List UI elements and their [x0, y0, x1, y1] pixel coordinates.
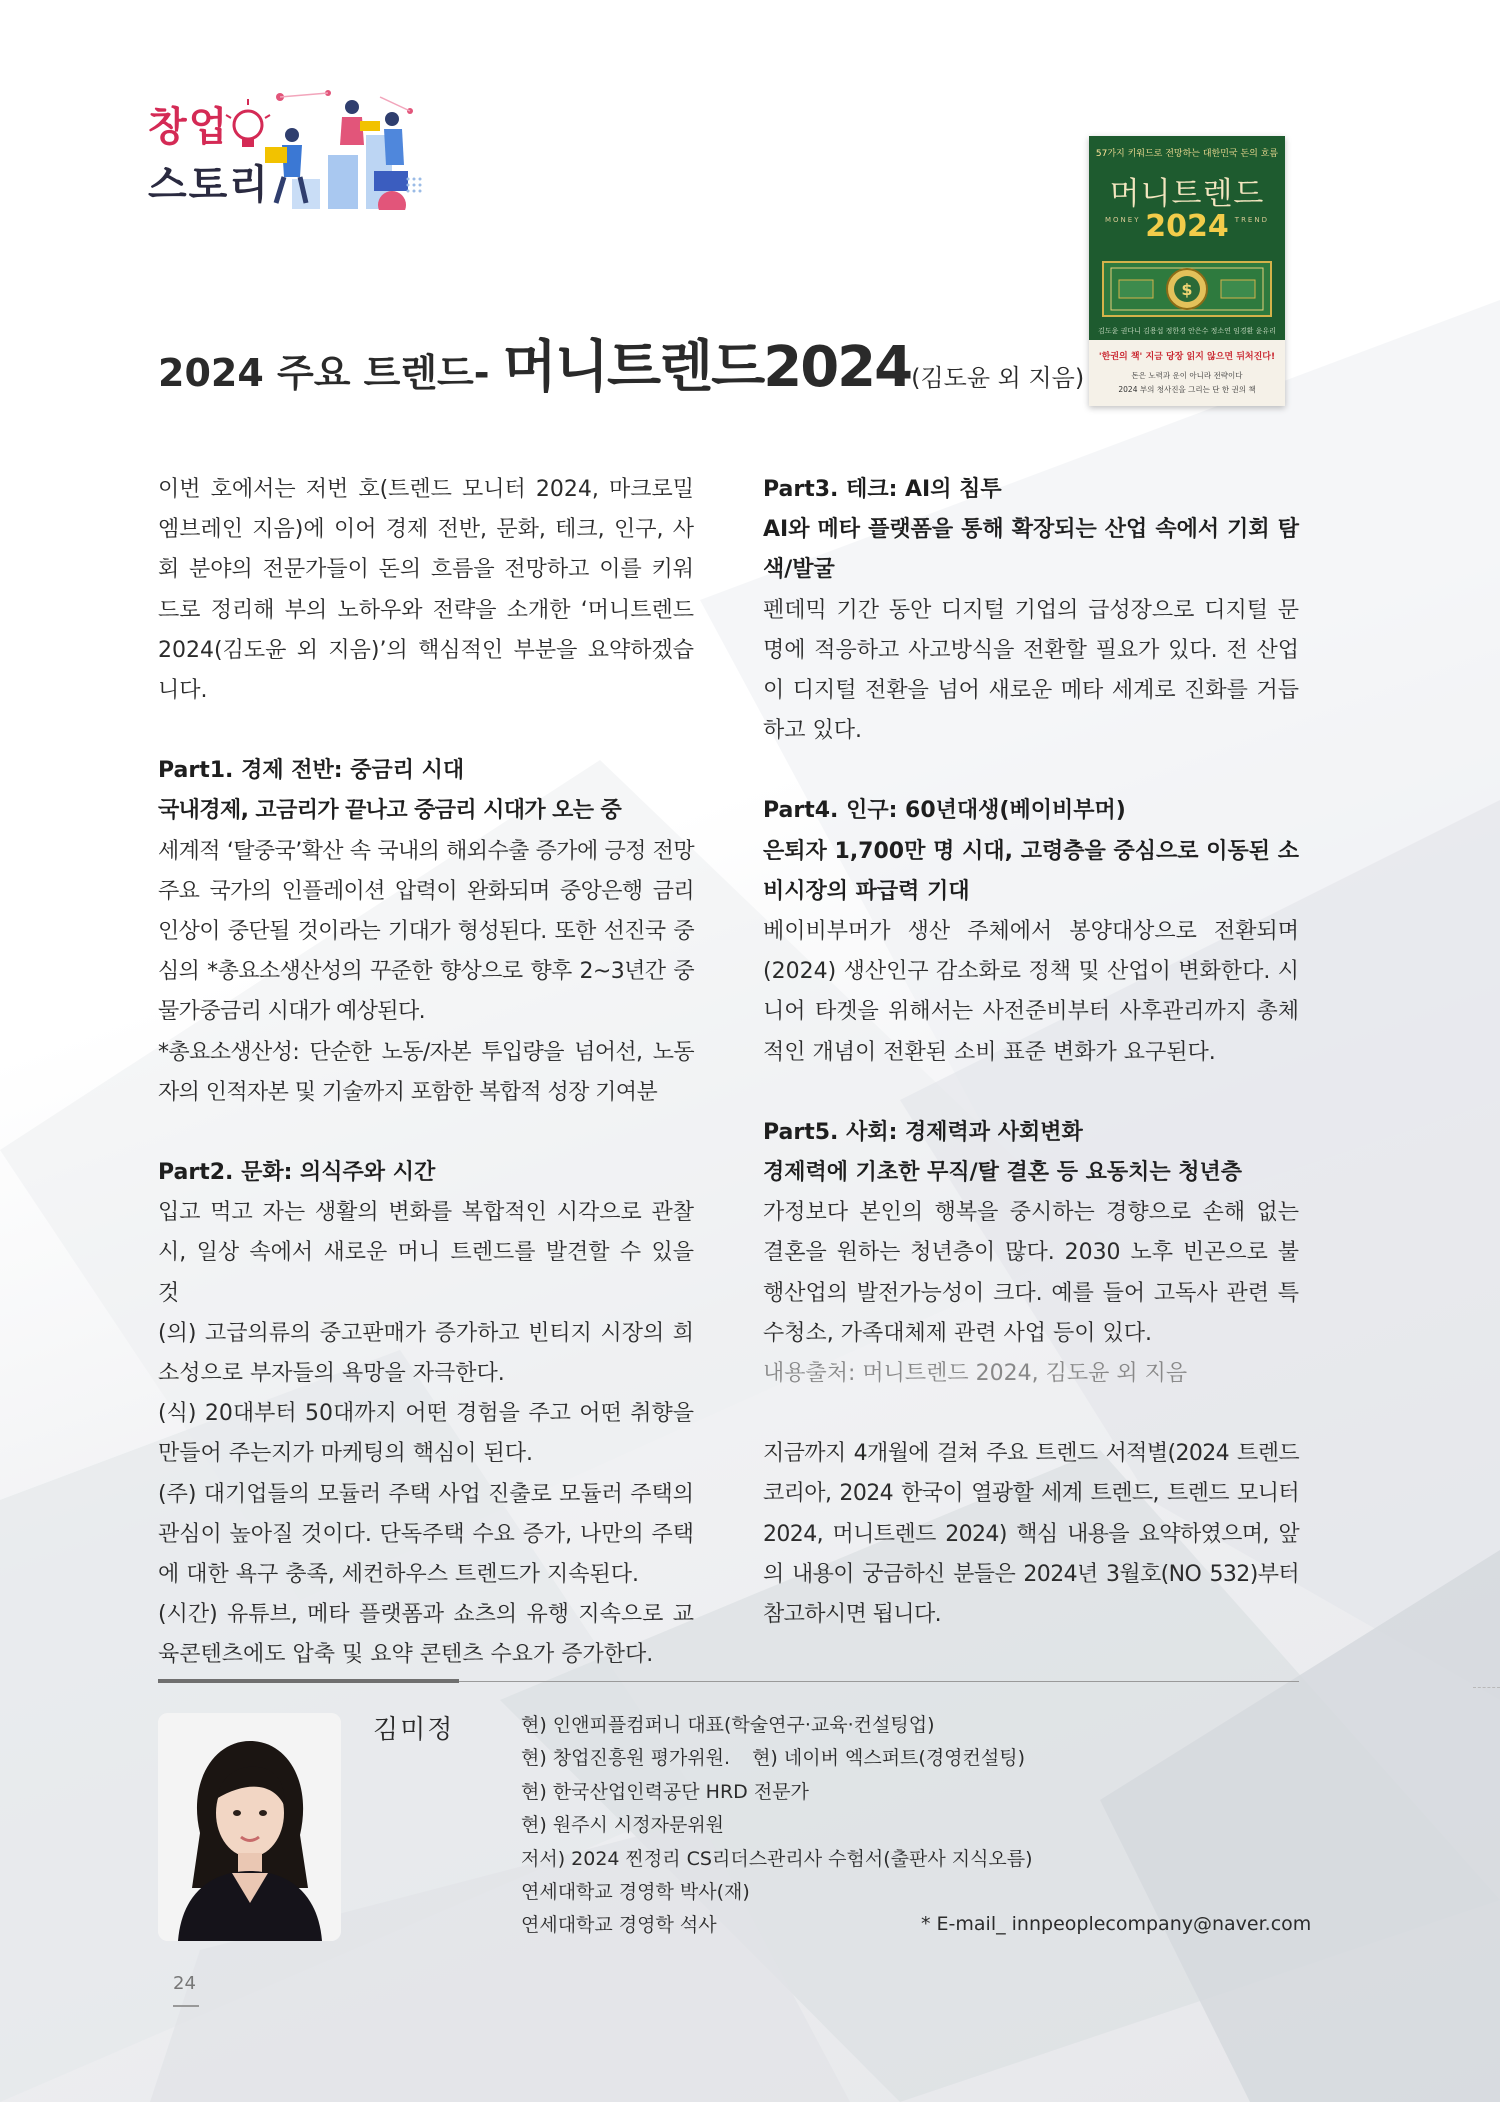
part2-body-food: (식) 20대부터 50대까지 어떤 경험을 주고 어떤 취향을 만들어 주는지가 마케팅의 핵심이 된다.	[158, 1401, 694, 1467]
page-number-underline	[173, 2005, 199, 2007]
book-red-slogan: '한권의 책' 지금 당장 읽지 않으면 뒤처진다!	[1098, 352, 1276, 362]
credential-line: 연세대학교 경영학 석사	[521, 1914, 717, 1937]
part2-body-housing: (주) 대기업들의 모듈러 주택 사업 진출로 모듈러 주택의 관심이 높아질 것이다. 단독주택 수요 증가, 나만의 주택에 대한 욕구 충족, 세컨하우스 트렌드가 지속된다.	[158, 1481, 694, 1588]
part2-heading: Part2. 문화: 의식주와 시간	[158, 1160, 436, 1186]
credential-line: 저서) 2024 찐정리 CS리더스관리사 수험서(출판사 지식오름)	[521, 1847, 1033, 1870]
part2-body-clothing: (의) 고급의류의 중고판매가 증가하고 빈티지 시장의 희소성으로 부자들의 욕망을 자극한다.	[158, 1320, 694, 1387]
section-label-line1: 창업	[148, 104, 230, 150]
edge-dash	[1473, 1687, 1500, 1688]
author-portrait-icon	[158, 1713, 341, 1941]
part5-subheading: 경제력에 기초한 무직/탈 결혼 등 요동치는 청년층	[763, 1160, 1243, 1186]
title-author: (김도윤 외 지음)	[911, 364, 1085, 392]
part1-body: 세계적 ‘탈중국’확산 속 국내의 해외수출 증가에 긍정 전망 주요 국가의 인플레이션 압력이 완화되며 중앙은행 금리 인상이 중단될 것이라는 기대가 형성된다. 또한 선진국 중심의 *총요소생산성의 꾸준한 향상으로 향후 2~3년간 중물가중금리 시대가 예상된다.	[158, 838, 694, 1025]
part5-body: 가정보다 본인의 행복을 중시하는 경향으로 손해 없는 결혼을 원하는 청년층이 많다. 2030 노후 빈곤으로 불행산업의 발전가능성이 크다. 예를 들어 고독사 관련 특수청소, 가족대체제 관련 사업 등이 있다.	[763, 1200, 1299, 1346]
part4-body: 베이비부머가 생산 주체에서 봉양대상으로 전환되며 (2024) 생산인구 감소화로 정책 및 산업이 변화한다. 시니어 타겟을 위해서는 사전준비부터 사후관리까지 총체적인 개념이 전환된 소비 표준 변화가 요구된다.	[763, 919, 1299, 1065]
author-photo	[158, 1713, 341, 1941]
book-sub-slogan-2: 2024 부의 청사진을 그리는 단 한 권의 책	[1118, 385, 1256, 394]
content-source: 내용출처: 머니트렌드 2024, 김도윤 외 지음	[763, 1361, 1188, 1387]
credential-line-pair	[521, 1742, 1033, 1775]
part4-heading: Part4. 인구: 60년대생(베이비부머)	[763, 798, 1126, 824]
credential-line: 연세대학교 경영학 박사(재)	[521, 1881, 750, 1904]
left-column	[158, 470, 694, 1676]
part1-heading: Part1. 경제 전반: 중금리 시대	[158, 758, 465, 784]
divider-accent	[158, 1679, 459, 1683]
svg-text:$: $	[1181, 280, 1193, 299]
title-main: 머니트렌드2024	[502, 335, 912, 400]
book-sub-slogan-1: 돈은 노력과 운이 아니라 전략이다	[1131, 371, 1243, 380]
article-title	[158, 323, 1084, 403]
credential-item: 현) 네이버 엑스퍼트(경영컨설팅)	[752, 1747, 1025, 1770]
closing-paragraph: 지금까지 4개월에 걸쳐 주요 트렌드 서적별(2024 트렌드 코리아, 2024 한국이 열광할 세계 트렌드, 트렌드 모니터 2024, 머니트렌드 2024) 핵심 내용을 요약하였으며, 앞의 내용이 궁금하신 분들은 2024년 3월호(NO 532)부터 참고하시면 됩니다.	[763, 1441, 1299, 1628]
author-credentials	[521, 1709, 1033, 1943]
title-prefix: 2024 주요 트렌드-	[158, 351, 503, 395]
page-number: 24	[173, 1973, 196, 1994]
author-name: 김미정	[373, 1715, 455, 1745]
part2-body-intro: 입고 먹고 자는 생활의 변화를 복합적인 시각으로 관찰 시, 일상 속에서 새로운 머니 트렌드를 발견할 수 있을 것	[158, 1200, 694, 1306]
book-tagline: 57가지 키워드로 전망하는 대한민국 돈의 흐름	[1095, 149, 1279, 159]
right-column	[763, 470, 1299, 1635]
part4-subheading: 은퇴자 1,700만 명 시대, 고령층을 중심으로 이동된 소비시장의 파급력 기대	[763, 838, 1299, 904]
credential-line: 현) 원주시 시정자문위원	[521, 1814, 725, 1837]
book-year: 2024	[1145, 209, 1229, 244]
part1-footnote: *총요소생산성: 단순한 노동/자본 투입량을 넘어선, 노동자의 인적자본 및 기술까지 포함한 복합적 성장 기여분	[158, 1039, 694, 1105]
section-badge	[140, 85, 430, 210]
banknote-art-icon	[1099, 254, 1275, 324]
intro-paragraph: 이번 호에서는 저번 호(트렌드 모니터 2024, 마크로밀엠브레인 지음)에 이어 경제 전반, 문화, 테크, 인구, 사회 분야의 전문가들이 돈의 흐름을 전망하고 이를 키워드로 정리해 부의 노하우와 전략을 소개한 ‘머니트렌드 2024(김도윤 외 지음)’의 핵심적인 부분을 요약하겠습니다.	[158, 477, 694, 704]
book-english-left: MONEY	[1105, 216, 1141, 224]
credential-line: 현) 한국산업인력공단 HRD 전문가	[521, 1780, 809, 1803]
section-label-line2: 스토리	[148, 162, 270, 208]
part3-body: 펜데믹 기간 동안 디지털 기업의 급성장으로 디지털 문명에 적응하고 사고방식을 전환할 필요가 있다. 전 산업이 디지털 전환을 넘어 새로운 메타 세계로 진화를 거듭하고 있다.	[763, 597, 1299, 744]
credential-item: 현) 창업진흥원 평가위원.	[521, 1747, 731, 1770]
part2-body-time: (시간) 유튜브, 메타 플랫폼과 쇼츠의 유행 지속으로 교육콘텐츠에도 압축 및 요약 콘텐츠 수요가 증가한다.	[158, 1602, 694, 1668]
book-title: 머니트렌드	[1109, 176, 1265, 212]
part3-heading: Part3. 테크: AI의 침투	[763, 477, 1002, 502]
book-authors: 김도윤 권다니 김용섭 정한경 안은수 정소연 임경환 윤유리	[1098, 327, 1276, 335]
book-cover	[1089, 136, 1285, 406]
book-english-right: TREND	[1234, 216, 1269, 224]
part1-subheading: 국내경제, 고금리가 끝나고 중금리 시대가 오는 중	[158, 798, 622, 824]
part3-subheading: AI와 메타 플랫폼을 통해 확장되는 산업 속에서 기회 탐색/발굴	[763, 517, 1299, 583]
part5-heading: Part5. 사회: 경제력과 사회변화	[763, 1119, 1083, 1145]
author-email[interactable]: * E-mail_ innpeoplecompany@naver.com	[921, 1913, 1312, 1935]
credential-line: 현) 인앤피플컴퍼니 대표(학술연구·교육·컨설팅업)	[521, 1714, 935, 1736]
